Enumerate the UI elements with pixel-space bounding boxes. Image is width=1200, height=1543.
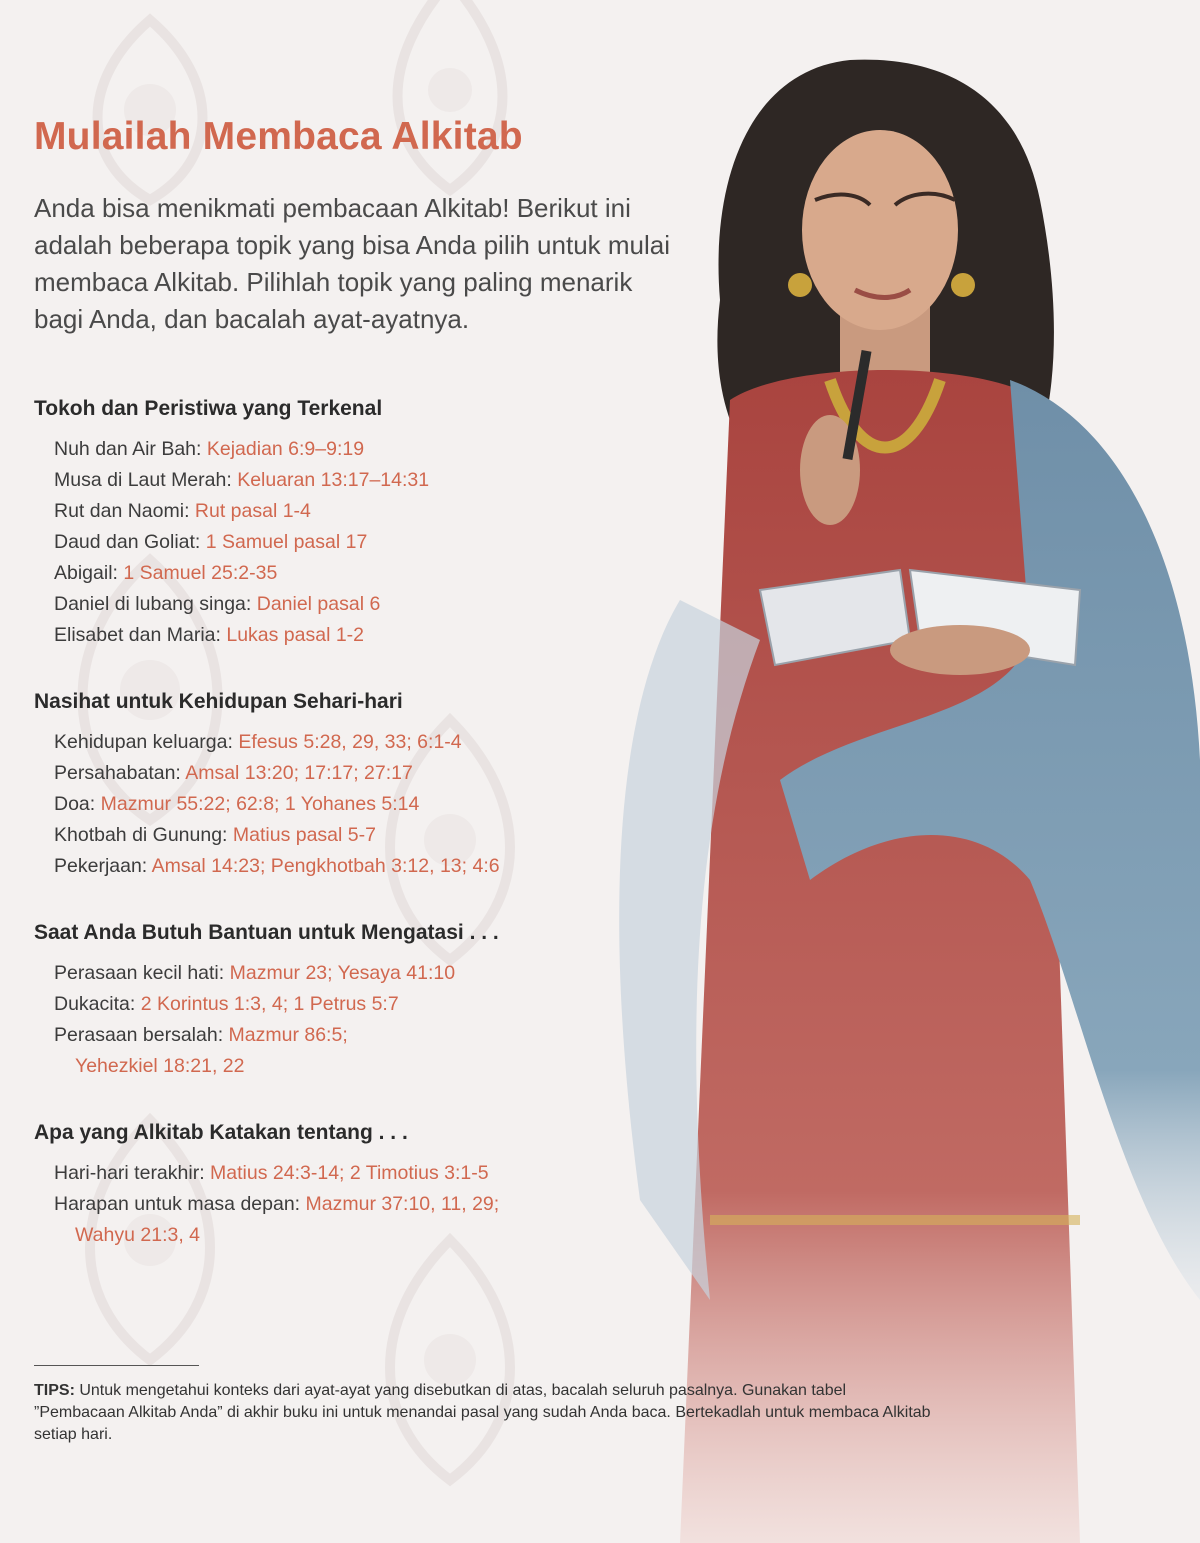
topic-entry: [34, 851, 554, 882]
scripture-reference[interactable]: Amsal 13:20; 17:17; 27:17: [185, 762, 413, 784]
topic-label: Persahabatan:: [54, 762, 186, 784]
page-title: Mulailah Membaca Alkitab: [34, 115, 523, 158]
scripture-reference[interactable]: Amsal 14:23; Pengkhotbah 3:12, 13; 4:6: [151, 855, 500, 877]
topic-label: Rut dan Naomi:: [54, 500, 195, 522]
intro-paragraph: Anda bisa menikmati pembacaan Alkitab! Berikut ini adalah beberapa topik yang bisa Anda pilih untuk mulai membaca Alkitab. Pilihlah topik yang paling menarik bagi Anda, dan bacalah ayat-ayatnya.: [34, 193, 671, 334]
scripture-reference-continued[interactable]: Yehezkiel 18:21, 22: [75, 1055, 245, 1077]
scripture-reference[interactable]: 1 Samuel 25:2-35: [123, 562, 278, 584]
topic-entry: [34, 558, 554, 589]
scripture-reference[interactable]: Kejadian 6:9–9:19: [206, 438, 365, 460]
topic-entry: [34, 496, 554, 527]
topic-entry: [34, 1158, 554, 1189]
footer-divider: [34, 1365, 199, 1366]
section-heading: Apa yang Alkitab Katakan tentang . . .: [34, 1121, 408, 1144]
topic-label: Perasaan bersalah:: [54, 1024, 229, 1046]
topic-label: Abigail:: [54, 562, 124, 584]
topic-entry: [34, 989, 554, 1020]
topic-label: Harapan untuk masa depan:: [54, 1193, 306, 1215]
topic-entry: [34, 1189, 554, 1251]
scripture-reference[interactable]: Mazmur 86:5;: [228, 1024, 348, 1046]
topic-label: Dukacita:: [54, 993, 141, 1015]
tips-footer: [34, 1365, 934, 1446]
topic-label: Doa:: [54, 793, 101, 815]
topic-label: Musa di Laut Merah:: [54, 469, 238, 491]
topic-entry: [34, 434, 554, 465]
topic-entry: [34, 1020, 554, 1082]
scripture-reference[interactable]: Mazmur 37:10, 11, 29;: [305, 1193, 500, 1215]
scripture-reference[interactable]: Lukas pasal 1-2: [226, 624, 365, 646]
scripture-reference[interactable]: Daniel pasal 6: [256, 593, 381, 615]
topic-label: Pekerjaan:: [54, 855, 152, 877]
main-content: [34, 112, 684, 1287]
scripture-reference[interactable]: Keluaran 13:17–14:31: [237, 469, 430, 491]
topic-label: Kehidupan keluarga:: [54, 731, 239, 753]
scripture-reference-continued[interactable]: Wahyu 21:3, 4: [75, 1224, 201, 1246]
topic-entry: [34, 758, 554, 789]
scripture-reference[interactable]: Matius 24:3-14; 2 Timotius 3:1-5: [210, 1162, 489, 1184]
tips-text: [34, 1380, 934, 1446]
section-heading: Nasihat untuk Kehidupan Sehari-hari: [34, 690, 403, 713]
topic-sections: [34, 394, 554, 1251]
topic-label: Nuh dan Air Bah:: [54, 438, 207, 460]
topic-entry: [34, 820, 554, 851]
topic-label: Hari-hari terakhir:: [54, 1162, 211, 1184]
topic-label: Perasaan kecil hati:: [54, 962, 230, 984]
scripture-reference[interactable]: Mazmur 55:22; 62:8; 1 Yohanes 5:14: [100, 793, 420, 815]
topic-entry: [34, 958, 554, 989]
topic-label: Daud dan Goliat:: [54, 531, 206, 553]
scripture-reference[interactable]: Mazmur 23; Yesaya 41:10: [229, 962, 456, 984]
topic-entry: [34, 465, 554, 496]
scripture-reference[interactable]: 2 Korintus 1:3, 4; 1 Petrus 5:7: [140, 993, 399, 1015]
section-daily-life-advice: [34, 687, 554, 882]
section-heading: Tokoh dan Peristiwa yang Terkenal: [34, 397, 383, 420]
tips-label: TIPS:: [34, 1382, 75, 1399]
section-heading: Saat Anda Butuh Bantuan untuk Mengatasi . . .: [34, 921, 499, 944]
section-bible-says-about: [34, 1118, 554, 1251]
tips-body: Untuk mengetahui konteks dari ayat-ayat yang disebutkan di atas, bacalah seluruh pasalnya. Gunakan tabel ”Pembacaan Alkitab Anda” di akhir buku ini untuk menandai pasal yang sudah Anda baca. Bertekadlah untuk membaca Alkitab setiap hari.: [34, 1382, 931, 1443]
topic-label: Elisabet dan Maria:: [54, 624, 227, 646]
section-famous-people-events: [34, 394, 554, 651]
scripture-reference[interactable]: Efesus 5:28, 29, 33; 6:1-4: [238, 731, 462, 753]
topic-label: Daniel di lubang singa:: [54, 593, 257, 615]
topic-entry: [34, 527, 554, 558]
topic-entry: [34, 620, 554, 651]
topic-entry: [34, 727, 554, 758]
scripture-reference[interactable]: 1 Samuel pasal 17: [205, 531, 368, 553]
topic-entry: [34, 789, 554, 820]
scripture-reference[interactable]: Matius pasal 5-7: [232, 824, 376, 846]
topic-entry: [34, 589, 554, 620]
scripture-reference[interactable]: Rut pasal 1-4: [194, 500, 311, 522]
topic-label: Khotbah di Gunung:: [54, 824, 233, 846]
section-coping-help: [34, 918, 554, 1082]
